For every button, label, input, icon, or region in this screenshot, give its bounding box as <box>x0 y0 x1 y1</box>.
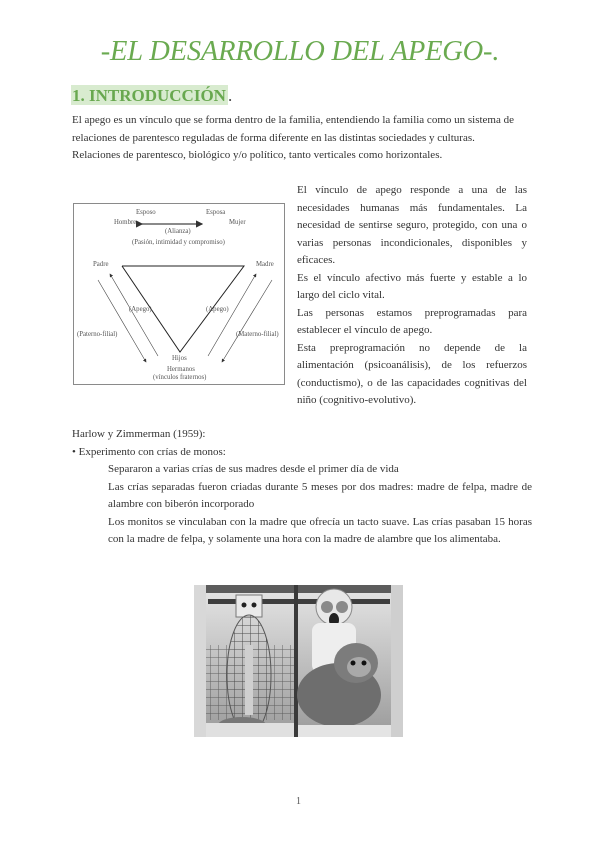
label-esposo: Esposo <box>136 209 156 216</box>
page-number: 1 <box>296 796 301 807</box>
experiment-detail: Separaron a varias crías de sus madres desde el primer día de vida <box>108 463 399 475</box>
label-esposa: Esposa <box>206 209 226 216</box>
document-title: -EL DESARROLLO DEL APEGO-. <box>100 36 500 67</box>
harlow-heading: Harlow y Zimmerman (1959): <box>72 428 206 440</box>
label-alianza: (Alianza) <box>165 228 191 235</box>
intro-line: relaciones de parentesco reguladas de forma diferente en las distintas sociedades y culturas. <box>72 131 475 144</box>
harlow-monkey-photo <box>194 585 403 737</box>
label-hermanos: Hermanos <box>167 366 195 373</box>
label-pasion: (Pasión, intimidad y compromiso) <box>132 239 225 246</box>
label-apego-right: (Apego) <box>206 306 229 313</box>
paragraph: El vínculo de apego responde a una de las necesidades humanas más fundamentales. La necesidad de sentirse seguro, protegido, con una o varias personas incondicionales, disponibles y eficaces. <box>297 184 527 266</box>
label-madre: Madre <box>256 261 274 268</box>
section-heading <box>71 86 232 106</box>
bullet-item: • Experimento con crías de monos: <box>72 445 226 458</box>
intro-line: Relaciones de parentesco, biológico y/o político, tanto verticales como horizontales. <box>72 149 443 161</box>
label-vinculos-fraternos: (vínculos fraternos) <box>153 374 207 381</box>
intro-line: El apego es un vínculo que se forma dentro de la familia, entendiendo la familia como un sistema de <box>72 114 514 126</box>
label-materno-filial: (Materno-filial) <box>236 331 279 338</box>
attachment-description <box>297 182 527 410</box>
paragraph: Es el vínculo afectivo más fuerte y estable a lo largo del ciclo vital. <box>297 271 527 301</box>
label-apego-left: (Apego) <box>129 306 152 313</box>
experiment-detail: Los monitos se vinculaban con la madre que ofrecía un tacto suave. Las crías pasaban 15 horas con la madre de felpa, y solamente una hora con la madre de alambre que los alimentaba. <box>108 515 532 545</box>
label-hombre: Hombre <box>114 219 137 226</box>
family-bond-diagram <box>73 203 285 385</box>
section-heading-period: . <box>227 86 233 105</box>
intro-paragraph <box>72 112 532 165</box>
label-paterno-filial: (Paterno-filial) <box>77 331 118 338</box>
label-mujer: Mujer <box>229 219 246 226</box>
paragraph: Esta preprogramación no depende de la alimentación (psicoanálisis), de los refuerzos (conductismo), o de las capacidades cognitivas del niño (cognitivo-evolutivo). <box>297 341 527 406</box>
experiment-detail: Las crías separadas fueron criadas durante 5 meses por dos madres: madre de felpa, madre de alambre con biberón incorporado <box>108 480 532 510</box>
photo-illustration <box>194 585 403 737</box>
label-hijos: Hijos <box>172 355 187 362</box>
section-heading-text: 1. INTRODUCCIÓN <box>72 86 226 105</box>
label-padre: Padre <box>93 261 109 268</box>
harlow-experiment-section <box>72 426 532 549</box>
paragraph: Las personas estamos preprogramadas para establecer el vínculo de apego. <box>297 306 527 336</box>
